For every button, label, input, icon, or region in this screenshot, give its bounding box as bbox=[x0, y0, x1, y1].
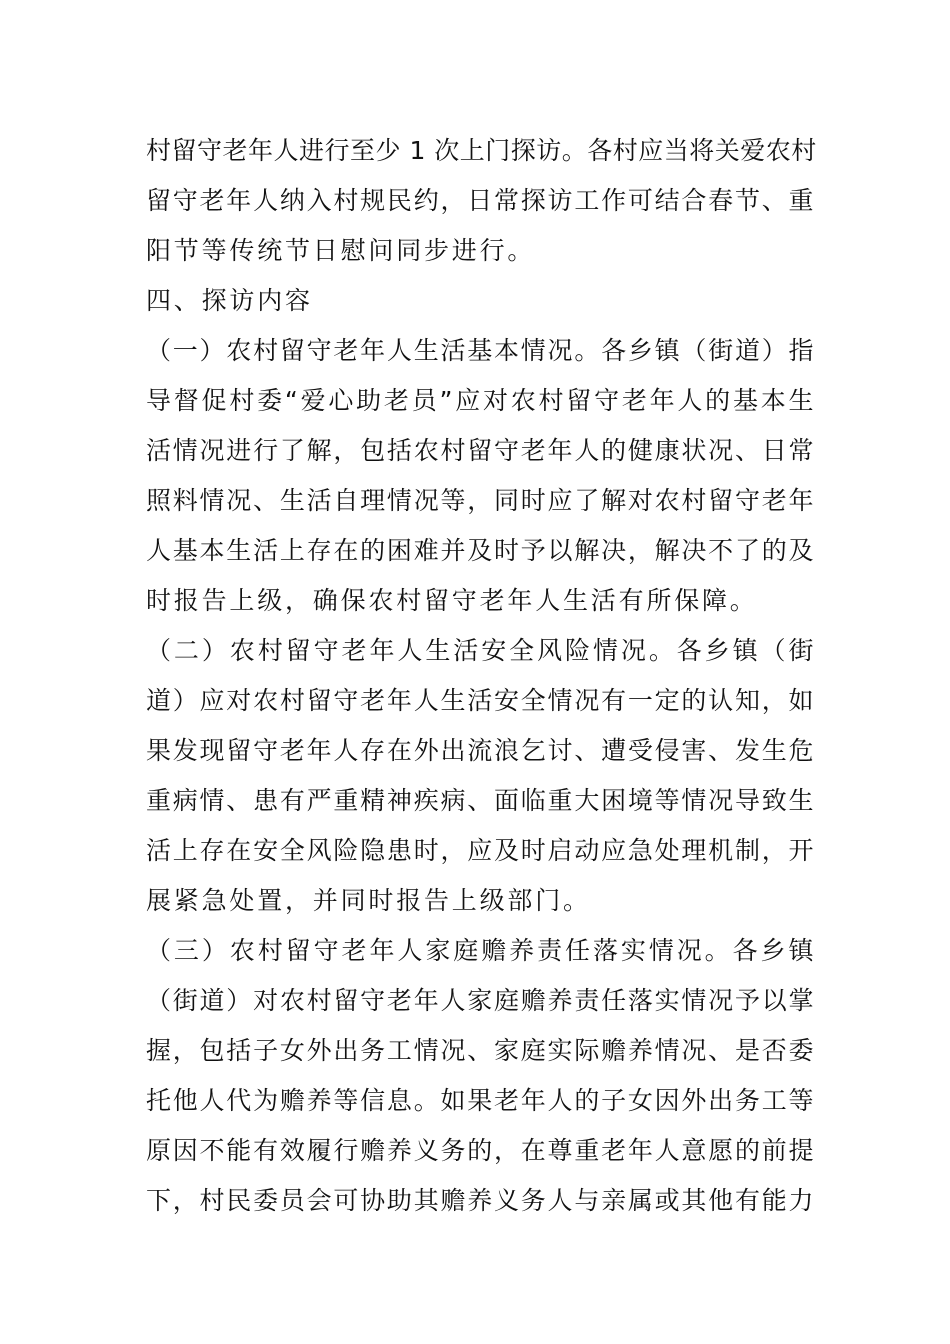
text-line: 果发现留守老年人存在外出流浪乞讨、遭受侵害、发生危 bbox=[146, 736, 814, 765]
text-line: （一）农村留守老年人生活基本情况。各乡镇（街道）指 bbox=[146, 336, 814, 365]
text-line: 托他人代为赡养等信息。如果老年人的子女因外出务工等 bbox=[146, 1086, 814, 1115]
text-line: 下，村民委员会可协助其赡养义务人与亲属或其他有能力 bbox=[146, 1186, 814, 1215]
text-line: （街道）对农村留守老年人家庭赡养责任落实情况予以掌 bbox=[146, 986, 814, 1015]
text-line: 人基本生活上存在的困难并及时予以解决，解决不了的及 bbox=[146, 536, 814, 565]
text-line: 导督促村委“爱心助老员”应对农村留守老年人的基本生 bbox=[146, 386, 814, 415]
text-line: 阳节等传统节日慰问同步进行。 bbox=[146, 236, 536, 265]
text-line: 活上存在安全风险隐患时，应及时启动应急处理机制，开 bbox=[146, 836, 814, 865]
text-line: 重病情、患有严重精神疾病、面临重大困境等情况导致生 bbox=[146, 786, 814, 815]
text-line: （二）农村留守老年人生活安全风险情况。各乡镇（街 bbox=[146, 636, 814, 665]
section-heading: 四、探访内容 bbox=[146, 286, 313, 315]
text-line: 留守老年人纳入村规民约，日常探访工作可结合春节、重 bbox=[146, 186, 814, 215]
text-line: 活情况进行了解，包括农村留守老年人的健康状况、日常 bbox=[146, 436, 814, 465]
text-line: 照料情况、生活自理情况等，同时应了解对农村留守老年 bbox=[146, 486, 814, 515]
text-line: 展紧急处置，并同时报告上级部门。 bbox=[146, 886, 591, 915]
text-line: 道）应对农村留守老年人生活安全情况有一定的认知，如 bbox=[146, 686, 814, 715]
text-line: 握，包括子女外出务工情况、家庭实际赡养情况、是否委 bbox=[146, 1036, 814, 1065]
text-line: （三）农村留守老年人家庭赡养责任落实情况。各乡镇 bbox=[146, 936, 814, 965]
document-body bbox=[146, 126, 817, 1226]
text-line: 原因不能有效履行赡养义务的，在尊重老年人意愿的前提 bbox=[146, 1136, 814, 1165]
text-line: 时报告上级，确保农村留守老年人生活有所保障。 bbox=[146, 586, 758, 615]
text-line: 村留守老年人进行至少 1 次上门探访。各村应当将关爱农村 bbox=[146, 136, 817, 165]
